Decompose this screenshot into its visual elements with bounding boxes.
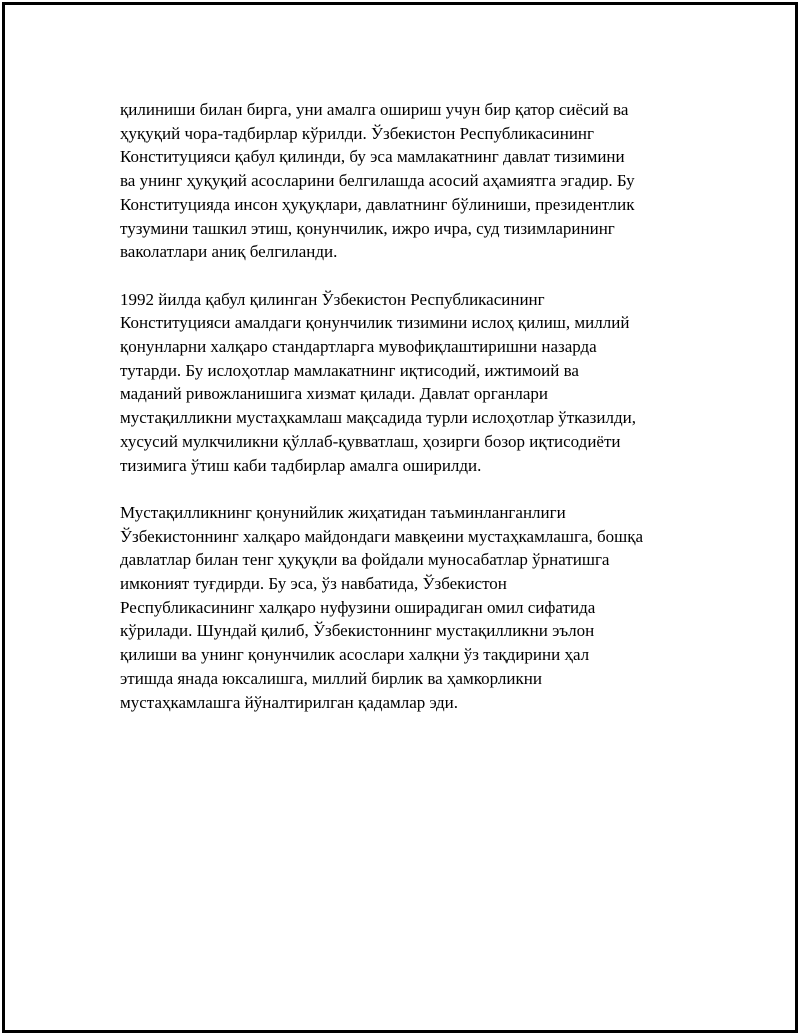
text-line: Конституцияси амалдаги қонунчилик тизимини ислоҳ қилиш, миллий bbox=[120, 313, 630, 333]
text-line: тузумини ташкил этиш, қонунчилик, ижро ичра, суд тизимларининг bbox=[120, 218, 615, 238]
text-line: 1992 йилда қабул қилинган Ўзбекистон Республикасининг bbox=[120, 289, 545, 309]
text-line: мустақилликни мустаҳкамлаш мақсадида турли ислоҳотлар ўтказилди, bbox=[120, 408, 636, 428]
text-line: қонунларни халқаро стандартларга мувофиқлаштиришни назарда bbox=[120, 337, 597, 357]
text-line: ваколатлари аниқ белгиланди. bbox=[120, 242, 338, 262]
text-line: Конституцияда инсон ҳуқуқлари, давлатнинг бўлиниши, президентлик bbox=[120, 194, 635, 214]
text-line: маданий ривожланишига хизмат қилади. Давлат органлари bbox=[120, 384, 549, 404]
text-line: ва унинг ҳуқуқий асосларини белгилашда асосий аҳамиятга эгадир. Бу bbox=[120, 171, 635, 191]
text-line: Мустақилликнинг қонунийлик жиҳатидан таъминланганлиги bbox=[120, 502, 566, 522]
text-line: тутарди. Бу ислоҳотлар мамлакатнинг иқтисодий, ижтимоий ва bbox=[120, 360, 579, 380]
text-line: имконият туғдирди. Бу эса, ўз навбатида, Ўзбекистон bbox=[120, 574, 507, 594]
text-line: қилиниши билан бирга, уни амалга ошириш учун бир қатор сиёсий ва bbox=[120, 100, 629, 119]
text-line: давлатлар билан тенг ҳуқуқли ва фойдали муносабатлар ўрнатишга bbox=[120, 550, 610, 570]
text-line: хусусий мулкчиликни қўллаб-қувватлаш, ҳозирги бозор иқтисодиёти bbox=[120, 431, 621, 451]
document-body bbox=[120, 98, 690, 738]
text-line: кўрилади. Шундай қилиб, Ўзбекистоннинг мустақилликни эълон bbox=[120, 621, 595, 641]
paragraph-3 bbox=[120, 501, 690, 714]
text-line: Конституцияси қабул қилинди, бу эса мамлакатнинг давлат тизимини bbox=[120, 147, 625, 167]
text-line: қилиши ва унинг қонунчилик асослари халқни ўз тақдирини ҳал bbox=[120, 645, 590, 665]
paragraph-1 bbox=[120, 98, 690, 264]
text-line: этишда янада юксалишга, миллий бирлик ва ҳамкорликни bbox=[120, 668, 542, 688]
text-line: ҳуқуқий чора-тадбирлар кўрилди. Ўзбекистон Республикасининг bbox=[120, 123, 594, 143]
text-line: Республикасининг халқаро нуфузини оширадиган омил сифатида bbox=[120, 597, 596, 617]
text-line: Ўзбекистоннинг халқаро майдондаги мавқеини мустаҳкамлашга, бошқа bbox=[120, 526, 644, 546]
text-line: тизимига ўтиш каби тадбирлар амалга оширилди. bbox=[120, 455, 482, 475]
page bbox=[2, 2, 798, 1033]
paragraph-2 bbox=[120, 288, 690, 478]
text-line: мустаҳкамлашга йўналтирилган қадамлар эди. bbox=[120, 692, 458, 712]
